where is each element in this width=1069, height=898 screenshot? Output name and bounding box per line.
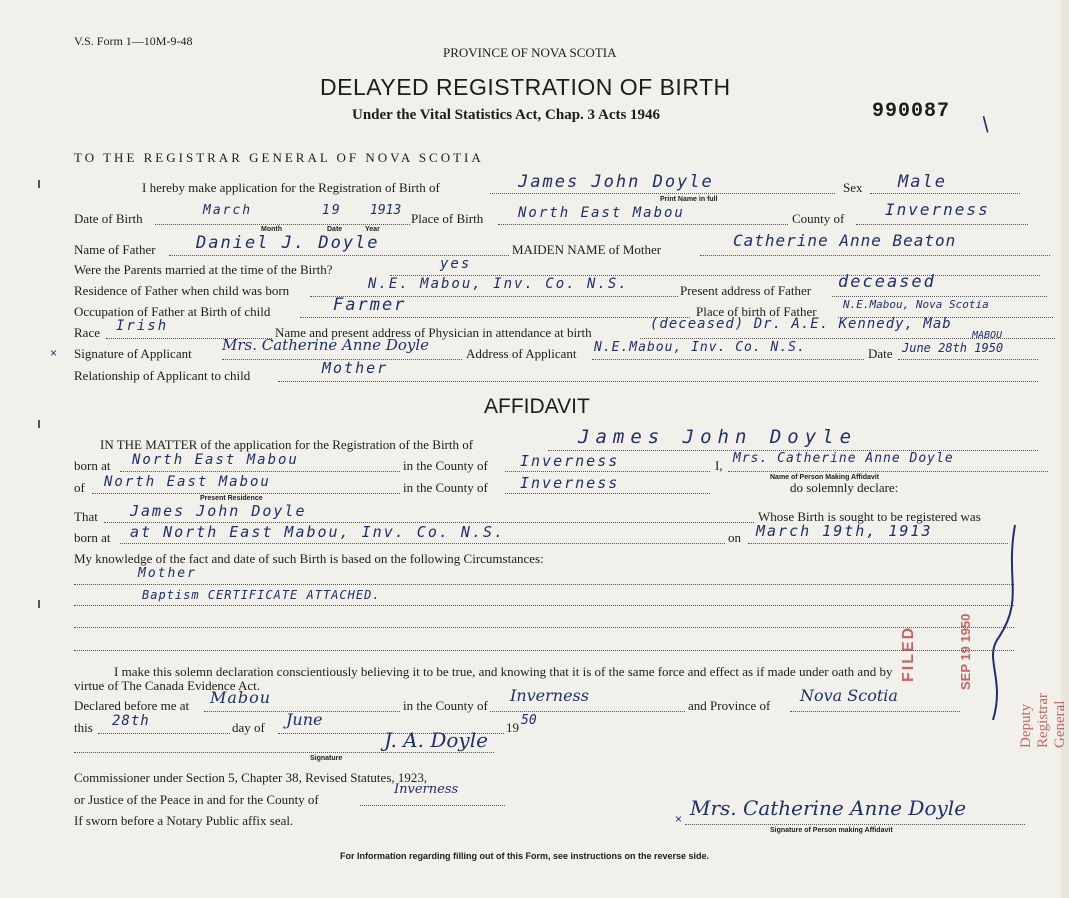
solemn-line-2: virtue of The Canada Evidence Act. xyxy=(74,678,261,693)
date-label: Date xyxy=(868,346,893,361)
relationship-label: Relationship of Applicant to child xyxy=(74,368,251,383)
year-prefix: 19 xyxy=(506,720,519,735)
affiant-signature: Mrs. Catherine Anne Doyle xyxy=(690,796,967,820)
race-label: Race xyxy=(74,325,100,340)
province-label: and Province of xyxy=(688,698,771,713)
circumstance-1: Mother xyxy=(138,566,197,581)
deputy-stamp: Deputy Registrar General xyxy=(1018,693,1068,748)
child-name-value: James John Doyle xyxy=(518,172,714,192)
edge-mark xyxy=(38,180,40,188)
born-at-value: North East Mabou xyxy=(132,452,299,468)
occupation-value: Farmer xyxy=(333,295,407,315)
affidavit-county2-value: Inverness xyxy=(520,474,620,492)
circumstance-2: Baptism CERTIFICATE ATTACHED. xyxy=(142,588,381,602)
father-birthplace-label: Place of birth of Father xyxy=(696,304,817,319)
solemn-line-1: I make this solemn declaration conscientiously believing it to be true, and knowing that it is of the same force and effect as if made under oath and by xyxy=(114,664,893,679)
in-county2-label: in the County of xyxy=(403,480,488,495)
in-county-label: in the County of xyxy=(403,458,488,473)
relationship-value: Mother xyxy=(322,359,389,377)
commissioner-label: Commissioner under Section 5, Chapter 38, Revised Statutes, 1923, xyxy=(74,770,428,785)
justice-value: Inverness xyxy=(394,782,459,797)
physician-value: (deceased) Dr. A.E. Kennedy, Mab xyxy=(650,316,952,332)
father-address-label: Present address of Father xyxy=(680,283,812,298)
county-value: Inverness xyxy=(885,200,990,219)
edge-mark xyxy=(38,420,40,428)
day-of-label: day of xyxy=(232,720,265,735)
notary-label: If sworn before a Notary Public affix seal. xyxy=(74,813,294,828)
month-value: June xyxy=(286,710,323,729)
married-value: yes xyxy=(440,256,472,272)
born-at-label: born at xyxy=(74,458,111,473)
commissioner-signature: J. A. Doyle xyxy=(384,728,488,752)
registrar-initial-mark xyxy=(975,520,1035,730)
footer-note: For Information regarding filling out of this Form, see instructions on the reverse side. xyxy=(340,851,710,861)
year-caption: Year xyxy=(365,226,380,233)
matter-label: IN THE MATTER of the application for the Registration of the Birth of xyxy=(100,437,474,452)
province-heading: PROVINCE OF NOVA SCOTIA xyxy=(443,45,617,60)
dob-month-value: March xyxy=(203,203,253,218)
father-label: Name of Father xyxy=(74,242,156,257)
filed-stamp: FILED xyxy=(900,625,917,682)
county-label: County of xyxy=(792,211,845,226)
sex-label: Sex xyxy=(843,180,863,195)
that-label: That xyxy=(74,509,98,524)
province-value: Nova Scotia xyxy=(800,686,898,705)
affiant-caption: Name of Person Making Affidavit xyxy=(770,474,880,481)
registration-number: 990087 xyxy=(872,100,951,123)
dob-label: Date of Birth xyxy=(74,211,143,226)
declared-county: Inverness xyxy=(510,686,589,705)
father-address-value: deceased xyxy=(838,272,936,292)
declared-place: Mabou xyxy=(210,688,272,707)
x-mark2-icon: × xyxy=(675,812,683,826)
date-stamp: SEP 19 1950 xyxy=(958,613,973,690)
i-label: I, xyxy=(715,458,723,473)
this-label: this xyxy=(74,720,93,735)
of-label: of xyxy=(74,480,85,495)
to-registrar-line: TO THE REGISTRAR GENERAL OF NOVA SCOTIA xyxy=(74,150,484,165)
affiant-signature-caption: Signature of Person making Affidavit xyxy=(770,827,893,834)
applicant-address-value: N.E.Mabou, Inv. Co. N.S. xyxy=(594,340,806,355)
place-label: Place of Birth xyxy=(411,211,484,226)
affidavit-heading: AFFIDAVIT xyxy=(484,395,590,418)
affidavit-county-value: Inverness xyxy=(520,452,620,470)
date-value: June 28th 1950 xyxy=(902,341,1004,355)
check-mark-icon: / xyxy=(976,112,995,137)
applicant-address-label: Address of Applicant xyxy=(466,346,577,361)
dob-year-value: 1913 xyxy=(370,203,402,218)
signature-caption: Signature xyxy=(310,755,343,762)
occupation-label: Occupation of Father at Birth of child xyxy=(74,304,271,319)
residence-caption: Present Residence xyxy=(200,495,263,502)
mother-label: MAIDEN NAME of Mother xyxy=(512,242,662,257)
declared-label: Declared before me at xyxy=(74,698,190,713)
father-value: Daniel J. Doyle xyxy=(196,233,380,253)
date-caption: Date xyxy=(327,226,343,233)
justice-label: or Justice of the Peace in and for the County of xyxy=(74,792,319,807)
print-name-caption: Print Name in full xyxy=(660,196,718,203)
race-value: Irish xyxy=(116,318,169,334)
apply-label: I hereby make application for the Registration of Birth of xyxy=(142,180,440,195)
matter-value: James John Doyle xyxy=(578,426,858,448)
of-value: North East Mabou xyxy=(104,474,271,490)
place-value: North East Mabou xyxy=(518,205,685,221)
born-at2-label: born at xyxy=(74,530,111,545)
father-birthplace-value: N.E.Mabou, Nova Scotia xyxy=(843,298,989,311)
signature-label: Signature of Applicant xyxy=(74,346,192,361)
whose-label: Whose Birth is sought to be registered was xyxy=(758,509,981,524)
affiant-name-value: Mrs. Catherine Anne Doyle xyxy=(733,451,954,466)
married-label: Were the Parents married at the time of the Birth? xyxy=(74,262,333,277)
dob-date-value: 19 xyxy=(322,203,342,218)
physician-label: Name and present address of Physician in attendance at birth xyxy=(275,325,592,340)
applicant-signature: Mrs. Catherine Anne Doyle xyxy=(222,336,430,354)
that-value: James John Doyle xyxy=(130,502,307,520)
form-number: V.S. Form 1—10M-9-48 xyxy=(74,34,193,48)
form-title: DELAYED REGISTRATION OF BIRTH xyxy=(320,74,731,100)
residence-value: N.E. Mabou, Inv. Co. N.S. xyxy=(368,276,629,292)
declared-county-label: in the County of xyxy=(403,698,488,713)
date-above: MABOU xyxy=(972,330,1003,341)
on-label: on xyxy=(728,530,741,545)
sex-value: Male xyxy=(898,172,947,192)
declare-label: do solemnly declare: xyxy=(790,480,899,495)
born-at2-value: at North East Mabou, Inv. Co. N.S. xyxy=(130,523,506,541)
residence-label: Residence of Father when child was born xyxy=(74,283,290,298)
x-mark-icon: × xyxy=(50,346,58,360)
knowledge-label: My knowledge of the fact and date of such Birth is based on the following Circumstances: xyxy=(74,551,544,566)
year-value: 50 xyxy=(521,713,537,728)
month-caption: Month xyxy=(261,226,282,233)
edge-mark xyxy=(38,600,40,608)
day-value: 28th xyxy=(112,713,150,729)
form-subtitle: Under the Vital Statistics Act, Chap. 3 Acts 1946 xyxy=(352,107,661,123)
mother-value: Catherine Anne Beaton xyxy=(733,231,957,250)
on-value: March 19th, 1913 xyxy=(756,522,933,540)
